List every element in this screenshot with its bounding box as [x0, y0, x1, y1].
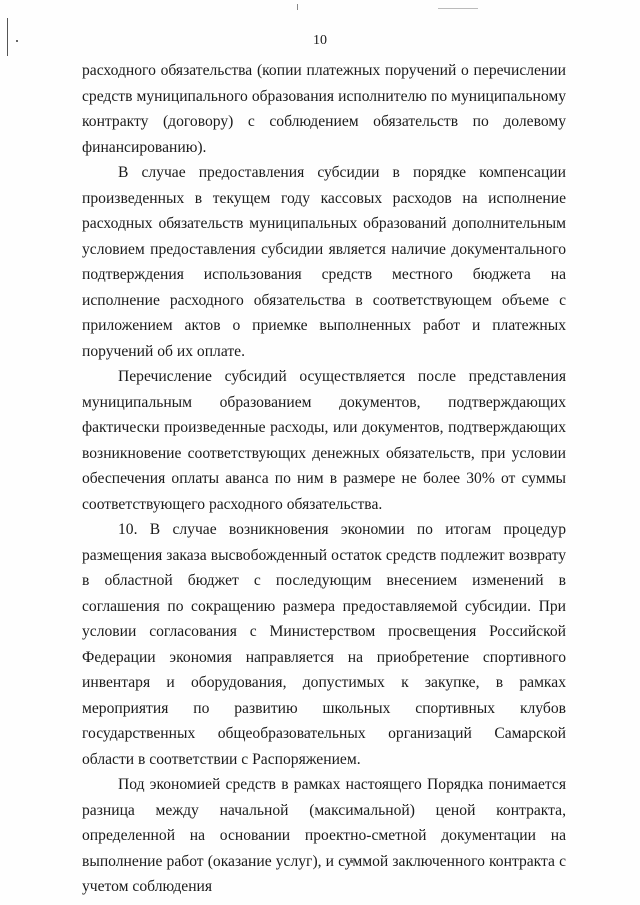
paragraph-transfer: Перечисление субсидий осуществляется после представления муниципальным образованием документов, подтверждающих фактически произведенные расходы, или документов, подтверждающих возникновение соответствующих денежных обязательств, при условии обеспечения оплаты аванса по ним в размере не более 30% от суммы соответствующего расходного обязательства. [82, 368, 566, 513]
paragraph-compensation: В случае предоставления субсидии в порядке компенсации произведенных в текущем году кассовых расходов на исполнение расходных обязательств муниципальных образований дополнительным условием предоставления субсидии является наличие документального подтверждения использования средств местного бюджета на исполнение расходного обязательства в соответствующем объеме с приложением актов о приемке выполненных работ и платежных поручений об их оплате. [82, 164, 566, 360]
page-number: 10 [313, 33, 327, 48]
scan-mark-top-right [438, 8, 478, 9]
paragraph-savings-definition: Под экономией средств в рамках настоящего Порядка понимается разница между начальной (максимальной) ценой контракта, определенной на основании проектно-сметной документации на выполнение работ (оказание услуг), и суммой заключенного контракта с учетом соблюдения [82, 776, 566, 895]
scan-mark-top [297, 4, 298, 10]
paragraph-continuation: расходного обязательства (копии платежных поручений о перечислении средств муниципального образования исполнителю по муниципальному контракту (договору) с соблюдением обязательств по долевому финансированию). [82, 62, 566, 156]
paragraph-item-10: 10. В случае возникновения экономии по итогам процедур размещения заказа высвобожденный остаток средств подлежит возврату в областной бюджет с последующим внесением изменений в соглашения по сокращению размера предоставляемой субсидии. При условии согласования с Министерством просвещения Российской Федерации экономия направляется на приобретение спортивного инвентаря и оборудования, допустимых к закупке, в рамках мероприятия по развитию школьных спортивных клубов государственных общеобразовательных организаций Самарской области в соответствии с Распоряжением. [82, 521, 566, 768]
document-body [82, 58, 566, 900]
